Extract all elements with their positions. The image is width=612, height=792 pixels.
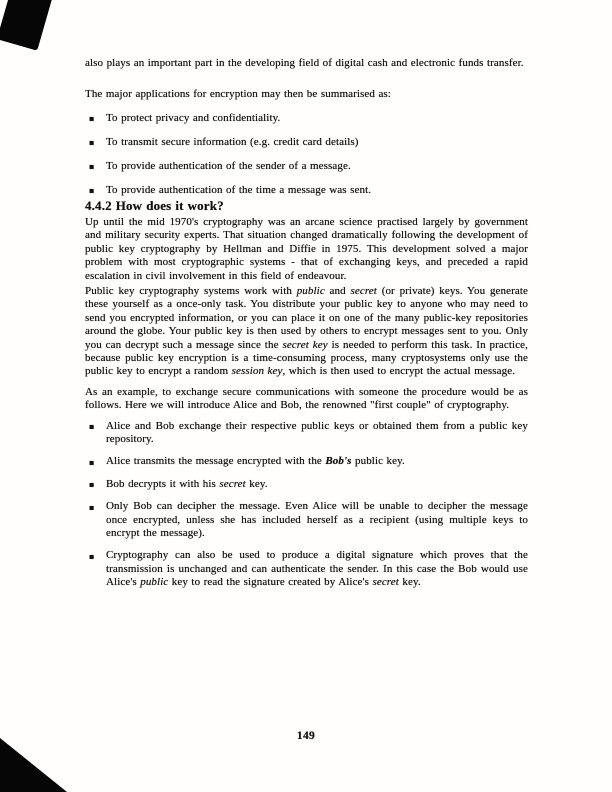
list-item bbox=[85, 500, 528, 540]
list-item-text: To transmit secure information (e.g. credit card details) bbox=[106, 135, 359, 148]
list-item-text: Cryptography can also be used to produce a digital signature which proves that the transmission is unchanged and can authenticate the sender. In this case the Bob would use Alice's public key to read the signature created by Alice's secret key. bbox=[106, 549, 528, 589]
paragraph-public-key-explanation: Public key cryptography systems work with public and secret (or private) keys. You generate these yourself as a once-only task. You distribute your public key to anyone who may need to send you encrypted information, or you can place it on one of the many public-key repositories around the globe. Your public key is then used by others to encrypt messages sent to you. Only you can decrypt such a message since the secret key is needed to perform this task. In practice, because public key encryption is a time-consuming process, many cryptosystems only use the public key to encrypt a random session key, which is then used to encrypt the actual message. bbox=[85, 284, 529, 378]
list-item-text: To provide authentication of the time a message was sent. bbox=[106, 183, 372, 196]
list-item bbox=[85, 420, 528, 447]
list-item-text: Only Bob can decipher the message. Even Alice will be unable to decipher the message once encrypted, unless she has included herself as a recipient (using multiple keys to encrypt the message). bbox=[106, 500, 528, 540]
list-item-text: Alice and Bob exchange their respective public keys or obtained them from a public key repository. bbox=[106, 419, 528, 446]
list-item bbox=[85, 112, 528, 125]
list-item-text: To provide authentication of the sender of a message. bbox=[106, 159, 351, 172]
square-bullet-icon: ▪ bbox=[89, 114, 95, 124]
section-heading: 4.4.2 How does it work? bbox=[85, 197, 224, 213]
list-item bbox=[85, 478, 528, 491]
list-item bbox=[85, 549, 528, 589]
applications-list bbox=[85, 112, 528, 197]
page-number: 149 bbox=[296, 730, 316, 742]
square-bullet-icon: ▪ bbox=[89, 502, 95, 512]
list-item bbox=[85, 136, 528, 149]
square-bullet-icon: ▪ bbox=[89, 162, 95, 172]
scan-artifact-top-left-icon bbox=[0, 0, 53, 51]
square-bullet-icon: ▪ bbox=[89, 138, 95, 148]
list-item bbox=[85, 184, 528, 197]
list-item-text: Alice transmits the message encrypted with the Bob's public key. bbox=[106, 455, 405, 468]
page-content bbox=[85, 57, 528, 590]
list-item bbox=[85, 455, 528, 468]
paragraph-history: Up until the mid 1970's cryptography was an arcane science practised largely by government and military security experts. That situation changed dramatically following the development of public key cryptography by Hellman and Diffie in 1975. This development solved a major problem with most cryptographic systems - that of exchanging keys, and preceded a rapid escalation in civil involvement in this field of endeavour. bbox=[85, 215, 528, 282]
square-bullet-icon: ▪ bbox=[89, 457, 95, 467]
paragraph-funds-transfer: also plays an important part in the developing field of digital cash and electronic funds transfer. bbox=[85, 57, 524, 69]
square-bullet-icon: ▪ bbox=[89, 551, 95, 561]
list-item bbox=[85, 160, 528, 173]
square-bullet-icon: ▪ bbox=[89, 186, 95, 196]
procedure-list bbox=[85, 420, 528, 590]
list-item-text: To protect privacy and confidentiality. bbox=[106, 111, 281, 124]
scan-artifact-bottom-left-icon bbox=[0, 738, 67, 792]
square-bullet-icon: ▪ bbox=[89, 422, 95, 432]
paragraph-applications-intro: The major applications for encryption may then be summarised as: bbox=[85, 88, 391, 101]
square-bullet-icon: ▪ bbox=[89, 480, 95, 490]
paragraph-alice-bob-intro: As an example, to exchange secure communications with someone the procedure would be as follows. Here we will introduce Alice and Bob, the renowned "first couple" of cryptography. bbox=[85, 385, 528, 412]
list-item-text: Bob decrypts it with his secret key. bbox=[106, 477, 268, 490]
